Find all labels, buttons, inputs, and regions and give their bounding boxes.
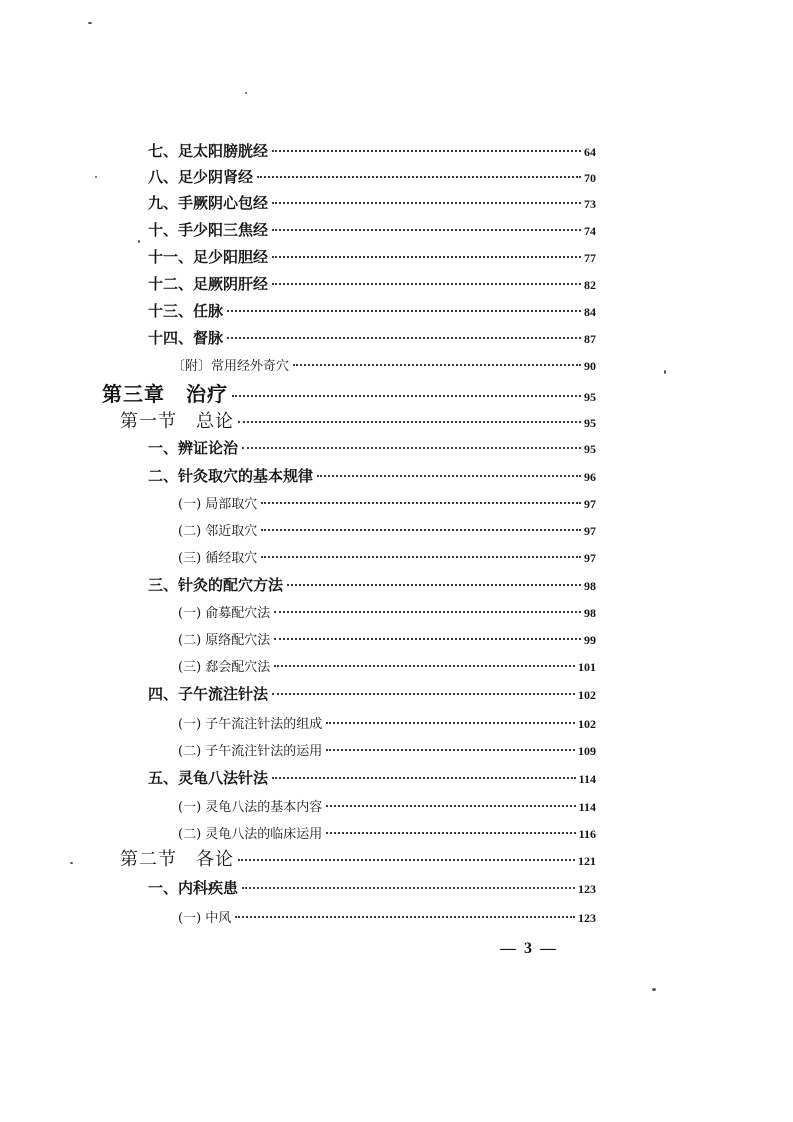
toc-entry-title: (二) 子午流注针法的运用: [178, 744, 323, 759]
dot-leader: [272, 693, 575, 695]
toc-entry-title: (二) 灵龟八法的临床运用: [178, 827, 323, 842]
toc-entry-title: 十二、足厥阴肝经: [148, 275, 269, 293]
page-number: — 3 —: [500, 940, 558, 957]
toc-section: [120, 845, 596, 871]
toc-entry-page: 74: [584, 224, 596, 238]
toc-entry-page: 123: [578, 882, 596, 896]
toc-entry-page: 121: [578, 854, 596, 868]
toc-entry: [148, 166, 596, 187]
toc-entry-title: 十一、足少阳胆经: [148, 248, 269, 266]
toc-entry-page: 82: [584, 278, 596, 292]
toc-entry-title: (一) 俞募配穴法: [178, 606, 271, 621]
dot-leader: [287, 584, 581, 586]
toc-entry: [178, 823, 596, 842]
toc-entry-page: 99: [584, 633, 596, 647]
dot-leader: [235, 916, 575, 918]
toc-entry: [178, 547, 596, 566]
toc-entry-title: 九、手厥阴心包经: [148, 194, 269, 212]
scan-speck: [245, 92, 247, 94]
toc-entry-page: 116: [578, 827, 596, 841]
scan-speck: [138, 240, 140, 243]
toc-entry: [178, 907, 596, 926]
dot-leader: [238, 421, 581, 423]
toc-entry-title: (一) 中风: [178, 911, 232, 926]
toc-entry-page: 95: [584, 390, 596, 404]
toc-entry-page: 97: [584, 551, 596, 565]
toc-entry-page: 101: [578, 660, 596, 674]
dot-leader: [261, 502, 581, 504]
toc-entry-title: 一、内科疾患: [148, 879, 239, 897]
toc-entry-title: (二) 原络配穴法: [178, 633, 271, 648]
dot-leader: [272, 777, 576, 779]
toc-entry-page: 114: [578, 800, 596, 814]
dot-leader: [272, 256, 581, 258]
toc-entry-title: 十四、督脉: [148, 329, 224, 347]
toc-section: [120, 407, 596, 433]
toc-entry-title: 十、手少阳三焦经: [148, 221, 269, 239]
dot-leader: [272, 229, 581, 231]
toc-entry-page: 87: [584, 332, 596, 346]
toc-entry-title: (一) 子午流注针法的组成: [178, 717, 323, 732]
dot-leader: [257, 176, 581, 178]
dot-leader: [242, 887, 575, 889]
toc-entry-title: (一) 局部取穴: [178, 497, 258, 512]
toc-entry-title: 二、针灸取穴的基本规律: [148, 467, 314, 485]
toc-entry-title: 一、辨证论治: [148, 439, 239, 457]
dot-leader: [274, 638, 581, 640]
dot-leader: [272, 150, 581, 152]
toc-entry-page: 90: [584, 359, 596, 373]
dot-leader: [272, 202, 581, 204]
toc-entry: [178, 796, 596, 815]
toc-entry-page: 98: [584, 606, 596, 620]
dot-leader: [326, 832, 575, 834]
toc-entry: [178, 656, 596, 675]
toc-entry-page: 95: [584, 416, 596, 430]
toc-entry: [178, 602, 596, 621]
dot-leader: [261, 529, 581, 531]
toc-entry-title: 三、针灸的配穴方法: [148, 576, 284, 594]
dot-leader: [238, 859, 575, 861]
toc-entry: [172, 355, 596, 374]
toc-entry: [148, 273, 596, 294]
toc-entry-title: 第三章 治疗: [102, 382, 228, 406]
toc-entry-title: 第二节 各论: [120, 849, 234, 870]
toc-entry: [148, 219, 596, 240]
toc-entry-title: 七、足太阳膀胱经: [148, 142, 269, 160]
toc-entry: [148, 574, 596, 595]
toc-entry-page: 98: [584, 579, 596, 593]
toc-entry-page: 123: [578, 911, 596, 925]
toc-entry: [178, 629, 596, 648]
toc-entry: [178, 713, 596, 732]
toc-entry-page: 73: [584, 197, 596, 211]
dot-leader: [326, 749, 575, 751]
toc-entry: [148, 437, 596, 458]
dot-leader: [272, 283, 581, 285]
toc-entry-page: 70: [584, 171, 596, 185]
toc-entry-title: 第一节 总论: [120, 411, 234, 432]
toc-entry-title: (三) 循经取穴: [178, 551, 258, 566]
toc-entry-title: (三) 郄会配穴法: [178, 660, 271, 675]
toc-entry: [178, 740, 596, 759]
toc-entry: [148, 327, 596, 348]
toc-entry-title: 〔附〕常用经外奇穴: [172, 359, 290, 374]
toc-entry: [178, 520, 596, 539]
toc-entry-title: 八、足少阴肾经: [148, 168, 254, 186]
toc-entry: [148, 465, 596, 486]
toc-entry: [148, 300, 596, 321]
scan-speck: [95, 176, 97, 178]
dot-leader: [293, 364, 581, 366]
toc-entry-title: 十三、任脉: [148, 302, 224, 320]
dot-leader: [326, 805, 575, 807]
toc-entry: [148, 877, 596, 898]
toc-entry-title: (二) 邻近取穴: [178, 524, 258, 539]
dot-leader: [261, 556, 581, 558]
dot-leader: [326, 722, 575, 724]
toc-entry: [148, 140, 596, 161]
dot-leader: [232, 395, 581, 397]
toc-entry-page: 109: [578, 744, 596, 758]
scan-speck: [88, 22, 92, 24]
toc-entry: [148, 192, 596, 213]
scan-speck: [664, 370, 666, 374]
toc-entry-title: 四、子午流注针法: [148, 685, 269, 703]
dot-leader: [227, 337, 581, 339]
toc-entry-page: 77: [584, 251, 596, 265]
toc-entry-title: 五、灵龟八法针法: [148, 769, 269, 787]
toc-entry-page: 64: [584, 145, 596, 159]
dot-leader: [274, 665, 575, 667]
toc-entry-page: 114: [578, 772, 596, 786]
dot-leader: [274, 611, 581, 613]
toc-entry-page: 97: [584, 524, 596, 538]
scan-speck: [70, 862, 73, 864]
toc-entry-page: 102: [578, 688, 596, 702]
toc-entry: [178, 493, 596, 512]
toc-entry-page: 96: [584, 470, 596, 484]
toc-entry-page: 97: [584, 497, 596, 511]
toc-entry-page: 84: [584, 305, 596, 319]
toc-entry: [148, 767, 596, 788]
toc-entry: [148, 246, 596, 267]
scan-speck: [652, 988, 656, 991]
toc-entry: [148, 683, 596, 704]
toc-entry-title: (一) 灵龟八法的基本内容: [178, 800, 323, 815]
toc-chapter: [102, 378, 596, 407]
dot-leader: [317, 475, 581, 477]
dot-leader: [227, 310, 581, 312]
dot-leader: [242, 447, 581, 449]
toc-entry-page: 102: [578, 717, 596, 731]
toc-entry-page: 95: [584, 442, 596, 456]
